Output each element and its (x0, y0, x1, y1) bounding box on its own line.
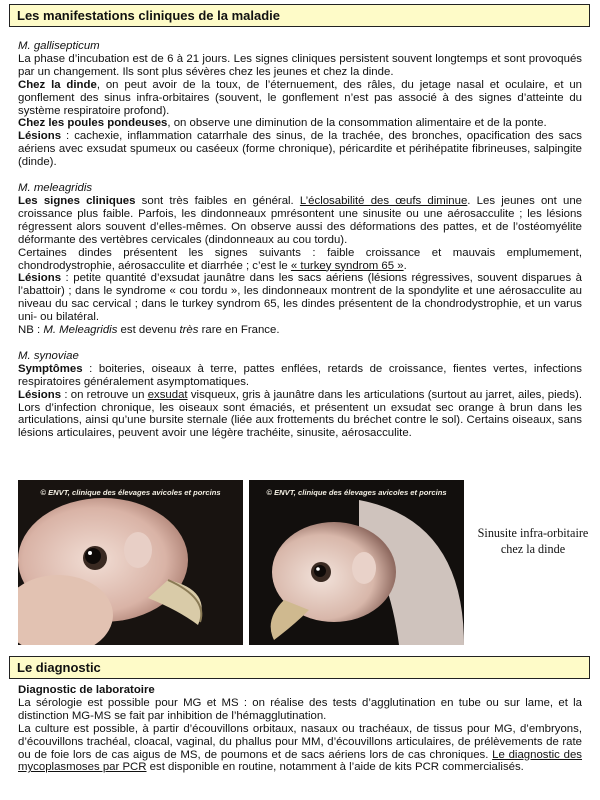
ms-symptomes: Symptômes : boiteries, oiseaux à terre, pattes enflées, retards de croissance, fientes vertes, infections respiratoires généralement asymptomatiques. (18, 362, 582, 388)
turkey-head-illustration-2 (249, 480, 464, 645)
section-title: Le diagnostic (17, 660, 101, 675)
diag-heading: Diagnostic de laboratoire (18, 684, 155, 696)
mg-poules: Chez les poules pondeuses, on observe une diminution de la consommation alimentaire et de la ponte. (18, 117, 547, 130)
diagnostic-content (18, 684, 582, 774)
mg-dinde: Chez la dinde, on peut avoir de la toux, de l’éternuement, des râles, du jetage nasal et oculaire, et un gonflement des sinus infra-orbitaires (souvent, le gonflement n’est pas associé à des signes d’atteinte du système respiratoire profond). (18, 78, 583, 117)
mg-heading: M. gallisepticum (18, 40, 100, 52)
photo-caption: Sinusite infra-orbitaire chez la dinde (477, 526, 589, 556)
mg-lesions: Lésions : cachexie, inflammation catarrhale des sinus, de la trachée, des bronches, opacification des sacs aériens avec exsudat spumeux ou caséeux (forme chronique), péricardite et périhépatite fibrineuses, salpingite (dinde). (18, 130, 582, 169)
turkey-photo-2 (249, 480, 464, 645)
section-header-clinical (9, 4, 590, 27)
photo-credit-1: © ENVT, clinique des élevages avicoles et porcins (40, 488, 221, 497)
ms-lesions: Lésions : on retrouve un exsudat visqueux, gris à jaunâtre dans les articulations (surtout au jarret, ailes, pieds). Lors d’infection chronique, les oiseaux sont émaciés, et présentent un exsudat sec orange à brun dans les articulations, ainsi qu’une bursite sternale (liée aux frottements du bréchet contre le sol). Certains oiseaux, sans lésions articulaires, peuvent avoir une légère trachéite, sinusite, aérosacculite. (18, 388, 583, 440)
diag-serologie: La sérologie est possible pour MG et MS : on réalise des tests d’agglutination en tube ou sur lame, et la distinction MG-MS se fait par inhibition de l’hémagglutination. (18, 696, 582, 722)
turkey-photo-1 (18, 480, 243, 645)
mm-nb: NB : M. Meleagridis est devenu très rare en France. (18, 324, 280, 337)
photo-credit-2: © ENVT, clinique des élevages avicoles et porcins (266, 488, 447, 497)
turkey-head-illustration-1 (18, 480, 243, 645)
ms-heading: M. synoviae (18, 349, 79, 362)
mm-heading: M. meleagridis (18, 182, 93, 195)
mm-signes: Les signes cliniques sont très faibles en général. L’éclosabilité des œufs diminue. Les jeunes ont une croissance plus faible. Parfois, les dindonneaux pmrésontent une sinusite ou une aérosacculite ; les lésions régressent alors souvent d’elles-mêmes. On observe aussi des déformations des pattes, et de l’ostéomyélite déformante des vertèbres cervicales (dindonneaux au cou tordu). (18, 194, 583, 246)
mm-lesions: Lésions : petite quantité d’exsudat jaunâtre dans les sacs aériens (lésions régressives, souvent disparues à l’abattoir) ; dans le syndrome « cou tordu », les dindonneaux montrent de la spondylite et une aérosacculite au niveau du sac cervical ; dans le turkey syndrom 65, les dindes présentent de la chondrodystrophie, et un varus uni- ou bilatéral. (18, 272, 582, 324)
clinical-content (18, 40, 582, 440)
section-title: Les manifestations cliniques de la maladie (17, 8, 280, 23)
mm-certaines: Certaines dindes présentent les signes suivants : faible croissance et mauvais emplumement, chondrodystrophie, aérosacculite et diarrhée ; c’est le « turkey syndrom 65 ». (18, 246, 582, 272)
mg-paragraph: La phase d’incubation est de 6 à 21 jours. Les signes cliniques persistent souvent longtemps et sont provoqués par un changement. Ils sont plus sévères chez les jeunes et chez la dinde. (18, 52, 582, 78)
diag-culture: La culture est possible, à partir d’écouvillons orbitaux, nasaux ou trachéaux, de tissus pour MG, d’embryons, d’écouvillons trachéal, cloacal, vaginal, du phallus pour MM, d’écouvillons articulaires, de prélèvements de rate ou de foie lors de cas aigus de MS, de poumons et de sacs aériens lors de cas chroniques. Le diagnostic des mycoplasmoses par PCR est disponible en routine, notamment à l’aide de kits PCR commercialisés. (18, 722, 583, 774)
section-header-diagnostic (9, 656, 590, 679)
